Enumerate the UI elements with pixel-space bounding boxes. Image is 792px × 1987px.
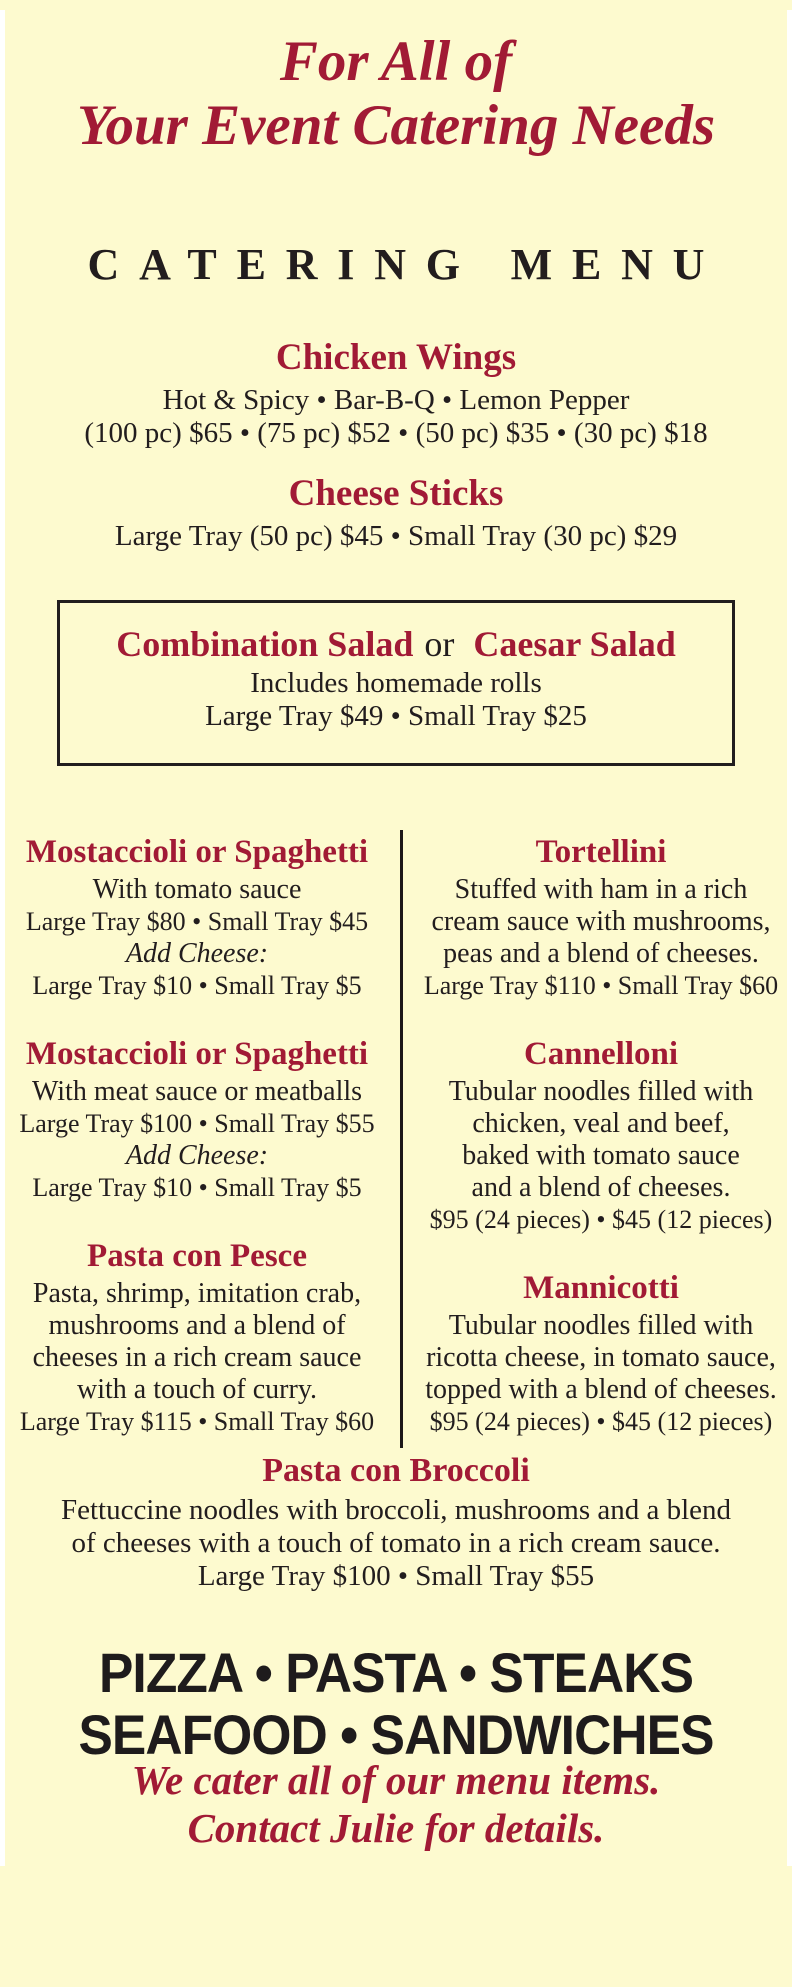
item-name: Mostaccioli or Spaghetti — [25, 1036, 369, 1072]
cheese-sticks-prices: Large Tray (50 pc) $45 • Small Tray (30 pc) $29 — [114, 520, 678, 552]
item-addon-label: Add Cheese: — [125, 1140, 269, 1171]
item-description: Stuffed with ham in a rich cream sauce with mushrooms, peas and a blend of cheeses. — [431, 874, 771, 969]
menu-item-tortellini — [418, 832, 784, 1002]
item-name: Mannicotti — [523, 1270, 679, 1306]
item-price: Large Tray $80 • Small Tray $45 — [25, 907, 369, 936]
item-price: $95 (24 pieces) • $45 (12 pieces) — [429, 1205, 773, 1234]
tagline — [0, 30, 792, 158]
item-description: With meat sauce or meatballs — [31, 1076, 363, 1107]
item-price: $95 (24 pieces) • $45 (12 pieces) — [429, 1407, 773, 1436]
item-name: Tortellini — [535, 834, 667, 870]
tagline-line1: For All of — [279, 30, 513, 93]
salad-title — [60, 623, 732, 665]
footer-note-line1: We cater all of our menu items. — [131, 1757, 661, 1803]
salad-note: Includes homemade rolls — [250, 667, 542, 699]
tagline-line2: Your Event Catering Needs — [76, 94, 716, 157]
item-name: Pasta con Broccoli — [262, 1452, 530, 1489]
footer-note-line2: Contact Julie for details. — [187, 1805, 605, 1851]
menu-item-cannelloni — [418, 1034, 784, 1236]
item-description: With tomato sauce — [92, 874, 302, 905]
chicken-wings-heading: Chicken Wings — [275, 337, 517, 378]
item-addon-price: Large Tray $10 • Small Tray $5 — [32, 971, 362, 1000]
item-addon-price: Large Tray $10 • Small Tray $5 — [32, 1173, 362, 1202]
salad-option-2: Caesar Salad — [473, 624, 676, 664]
item-name: Cannelloni — [523, 1036, 679, 1072]
item-price: Large Tray $110 • Small Tray $60 — [423, 971, 779, 1000]
chicken-wings-flavors: Hot & Spicy • Bar-B-Q • Lemon Pepper — [162, 384, 630, 416]
salad-prices: Large Tray $49 • Small Tray $25 — [205, 700, 587, 732]
menu-title: CATERING MENU — [87, 240, 725, 289]
item-price: Large Tray $100 • Small Tray $55 — [19, 1109, 375, 1138]
footer-note — [0, 1756, 792, 1852]
item-description: Pasta, shrimp, imitation crab, mushrooms and a blend of cheeses in a rich cream sauce with a touch of curry. — [32, 1278, 362, 1405]
item-description: Tubular noodles filled with ricotta cheese, in tomato sauce, topped with a blend of cheeses. — [425, 1310, 777, 1405]
salad-boxed-section — [57, 600, 735, 766]
section-cheese-sticks — [0, 472, 792, 553]
item-price: Large Tray $115 • Small Tray $60 — [19, 1407, 375, 1436]
menu-item-mostaccioli-meat — [12, 1034, 382, 1204]
item-description: Fettuccine noodles with broccoli, mushrooms and a blend of cheeses with a touch of tomato in a rich cream sauce. — [60, 1494, 732, 1559]
pasta-column-left — [0, 832, 400, 1438]
menu-item-mostaccioli-tomato — [12, 832, 382, 1002]
chicken-wings-prices: (100 pc) $65 • (75 pc) $52 • (50 pc) $35 • (30 pc) $18 — [84, 417, 708, 449]
pasta-column-right — [400, 832, 792, 1438]
salad-connector: or — [424, 624, 455, 664]
pasta-columns — [0, 832, 792, 1438]
item-addon-label: Add Cheese: — [125, 938, 269, 969]
section-chicken-wings — [0, 336, 792, 450]
item-price: Large Tray $100 • Small Tray $55 — [197, 1560, 595, 1592]
section-pasta-con-broccoli — [0, 1450, 792, 1593]
menu-item-pasta-con-pesce — [12, 1236, 382, 1438]
item-description: Tubular noodles filled with chicken, veal and beef, baked with tomato sauce and a blend of cheeses. — [448, 1076, 754, 1203]
item-name: Pasta con Pesce — [87, 1238, 307, 1274]
footer-categories-line1: PIZZA • PASTA • STEAKS — [98, 1641, 694, 1704]
salad-option-1: Combination Salad — [116, 624, 414, 664]
footer-categories — [32, 1642, 761, 1766]
cheese-sticks-heading: Cheese Sticks — [288, 473, 504, 514]
footer-categories-line2: SEAFOOD • SANDWICHES — [78, 1703, 714, 1766]
item-name: Mostaccioli or Spaghetti — [25, 834, 369, 870]
menu-item-mannicotti — [418, 1268, 784, 1438]
